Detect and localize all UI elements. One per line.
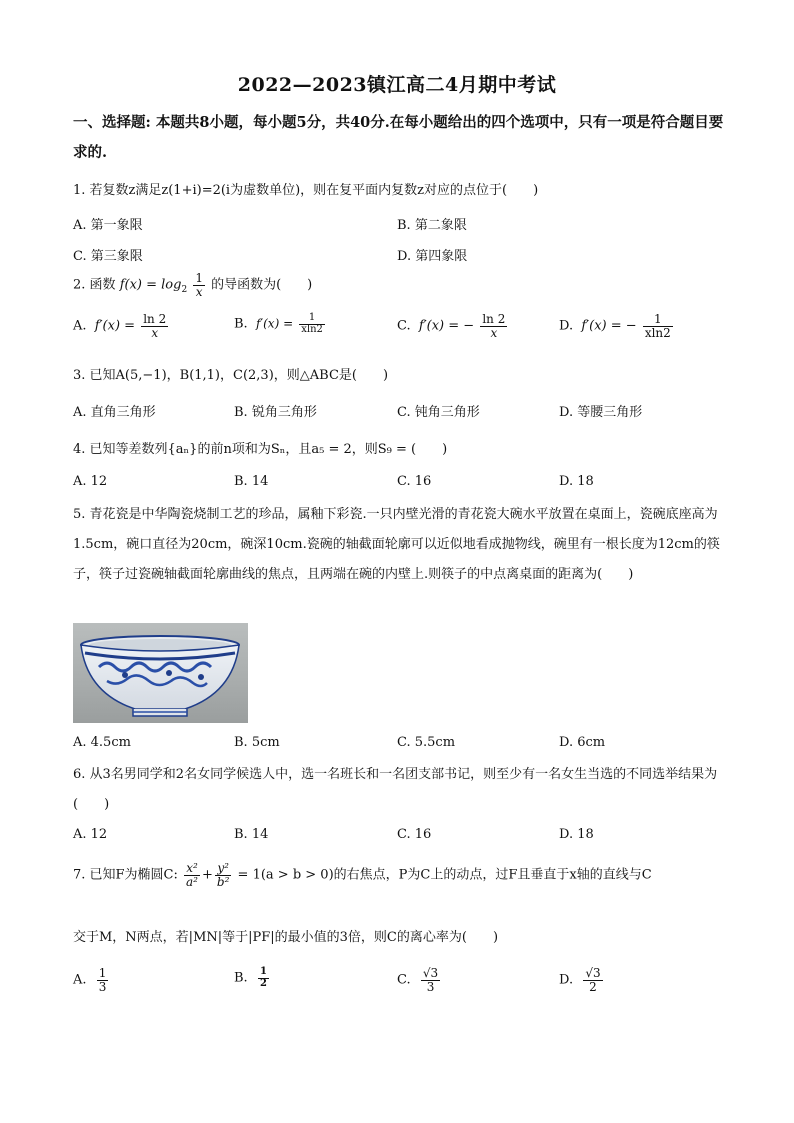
question-1-stem: 1. 若复数z满足z(1+i)=2(i为虚数单位)，则在复平面内复数z对应的点位于( ) bbox=[73, 183, 539, 198]
q5-option-b: B. 5cm bbox=[234, 735, 280, 750]
question-5-stem: 5. 青花瓷是中华陶瓷烧制工艺的珍品，属釉下彩瓷.一只内壁光滑的青花瓷大碗水平放置在桌面上，瓷碗底座高为1.5cm，碗口直径为20cm，碗深10cm.瓷碗的轴截面轮廓可以近似地看成抛物线，碗里有一根长度为12cm的筷子，筷子过瓷碗轴截面轮廓曲线的焦点，且两端在碗的内壁上.则筷子的中点离桌面的距离为( ) bbox=[73, 507, 720, 582]
q7-c-label: C. bbox=[397, 972, 411, 988]
q7-option-c bbox=[397, 967, 442, 993]
q2-d-num: 1 bbox=[643, 313, 673, 327]
q7-part-b: = 1(a > b > 0)的右焦点，P为C上的动点，过F且垂直于x轴的直线与C bbox=[237, 867, 652, 883]
q7-option-d bbox=[559, 967, 605, 993]
q7-frac-y-den: b² bbox=[216, 874, 230, 889]
q5-option-c: C. 5.5cm bbox=[397, 735, 456, 750]
q7-a-num: 1 bbox=[98, 966, 107, 980]
q7-b-num: 1 bbox=[259, 966, 267, 977]
q7-c-fraction bbox=[421, 967, 440, 993]
q7-frac-x-num: x² bbox=[184, 862, 200, 876]
q3-option-b: B. 锐角三角形 bbox=[234, 405, 317, 420]
q2-frac-den: x bbox=[195, 284, 203, 299]
question-7-stem-line2: 交于M，N两点，若|MN|等于|PF|的最小值的3倍，则C的离心率为( ) bbox=[73, 930, 499, 945]
q7-option-a bbox=[73, 967, 110, 993]
q2-option-d bbox=[559, 313, 675, 339]
q7-a-fraction bbox=[97, 967, 109, 993]
q2-option-a bbox=[73, 313, 170, 339]
q2-prefix: 2. 函数 bbox=[73, 277, 116, 293]
q6-option-b: B. 14 bbox=[234, 827, 269, 842]
q2-a-fraction bbox=[141, 313, 168, 339]
question-2-stem bbox=[73, 272, 312, 298]
q1-option-d: D. 第四象限 bbox=[397, 249, 468, 264]
q2-c-lhs: f′(x) = bbox=[418, 318, 460, 334]
q2-a-lhs: f′(x) = bbox=[94, 318, 136, 334]
q2-c-num: ln 2 bbox=[482, 312, 506, 326]
question-6-stem: 6. 从3名男同学和2名女同学候选人中，选一名班长和一名团支部书记，则至少有一名女生当选的不同选举结果为( ) bbox=[73, 767, 718, 812]
q7-d-den: 2 bbox=[589, 979, 597, 994]
question-4-stem: 4. 已知等差数列{aₙ}的前n项和为Sₙ，且a₅ = 2，则S₉ = ( ) bbox=[73, 442, 448, 457]
q4-option-b: B. 14 bbox=[234, 474, 269, 489]
q2-b-fraction bbox=[299, 313, 325, 335]
q2-a-num: ln 2 bbox=[143, 312, 167, 326]
q2-c-label: C. bbox=[397, 318, 411, 334]
q7-ellipse-frac-y bbox=[215, 862, 232, 888]
q7-c-num: √3 bbox=[422, 966, 439, 980]
bowl-illustration bbox=[73, 623, 248, 723]
q2-b-num: 1 bbox=[299, 313, 325, 325]
q7-b-label: B. bbox=[234, 970, 248, 986]
q7-c-den: 3 bbox=[426, 979, 435, 994]
q2-func: f(x) = log bbox=[119, 277, 182, 293]
section-heading: 一、选择题: 本题共8小题，每小题5分，共40分.在每小题给出的四个选项中，只有一项是符合题目要求的. bbox=[73, 114, 724, 161]
q2-log-base: 2 bbox=[181, 285, 188, 296]
q7-b-den: 2 bbox=[259, 977, 267, 989]
q6-option-c: C. 16 bbox=[397, 827, 432, 842]
q2-a-label: A. bbox=[73, 318, 87, 334]
q3-option-c: C. 钝角三角形 bbox=[397, 405, 480, 420]
q7-a-label: A. bbox=[73, 972, 87, 988]
question-3-stem: 3. 已知A(5,−1)，B(1,1)，C(2,3)，则△ABC是( ) bbox=[73, 368, 389, 383]
q2-frac-num: 1 bbox=[195, 271, 203, 285]
q2-c-sign: − bbox=[463, 318, 475, 334]
q2-a-den: x bbox=[151, 325, 159, 340]
q6-option-a: A. 12 bbox=[73, 827, 108, 842]
q1-option-b: B. 第二象限 bbox=[397, 218, 467, 233]
q4-option-d: D. 18 bbox=[559, 474, 594, 489]
blue-white-porcelain-bowl-image bbox=[73, 623, 248, 723]
q2-c-den: x bbox=[490, 325, 498, 340]
q6-option-d: D. 18 bbox=[559, 827, 594, 842]
q5-option-d: D. 6cm bbox=[559, 735, 606, 750]
q4-option-c: C. 16 bbox=[397, 474, 432, 489]
question-7-stem-line1: 7. 已知F为椭圆C: $\frac{\text{x²}}{\text{a²}}$ + $\frac{\text{y²}}{\text{b²}}$ = 1(a > b > 0)的右焦点，P为C上的动点，过F且垂直于x轴的直线与C bbox=[73, 861, 652, 889]
q2-option-c bbox=[397, 313, 509, 339]
q2-d-sign: − bbox=[625, 318, 637, 334]
q2-b-den: xln2 bbox=[301, 323, 323, 335]
q2-d-label: D. bbox=[559, 318, 574, 334]
exam-title: 2022—2023镇江高二4月期中考试 bbox=[237, 74, 557, 96]
q7-frac-y-num: y² bbox=[215, 862, 232, 876]
q2-d-den: xln2 bbox=[644, 325, 671, 340]
q7-b-fraction bbox=[258, 967, 269, 989]
q7-d-fraction bbox=[583, 967, 602, 993]
q2-b-label: B. bbox=[234, 316, 248, 332]
q2-option-b bbox=[234, 313, 327, 335]
q7-d-num: √3 bbox=[585, 966, 601, 980]
q2-d-fraction bbox=[643, 313, 673, 339]
q2-b-lhs: f′(x) = bbox=[255, 316, 294, 331]
q7-frac-x-den: a² bbox=[186, 874, 198, 889]
q4-option-a: A. 12 bbox=[73, 474, 108, 489]
q2-c-fraction bbox=[480, 313, 507, 339]
q2-d-lhs: f′(x) = bbox=[581, 318, 622, 334]
q3-option-a: A. 直角三角形 bbox=[73, 405, 156, 420]
q5-option-a: A. 4.5cm bbox=[73, 735, 131, 750]
q1-option-c: C. 第三象限 bbox=[73, 249, 143, 264]
q1-option-a: A. 第一象限 bbox=[73, 218, 143, 233]
q7-a-den: 3 bbox=[98, 979, 107, 994]
q7-ellipse-frac-x bbox=[184, 862, 200, 888]
q3-option-d: D. 等腰三角形 bbox=[559, 405, 643, 420]
q7-d-label: D. bbox=[559, 972, 574, 988]
q2-fraction bbox=[193, 272, 205, 298]
q7-part-a: 7. 已知F为椭圆C: bbox=[73, 867, 178, 883]
q2-suffix: 的导函数为( ) bbox=[211, 277, 313, 293]
q7-option-b bbox=[234, 967, 271, 989]
